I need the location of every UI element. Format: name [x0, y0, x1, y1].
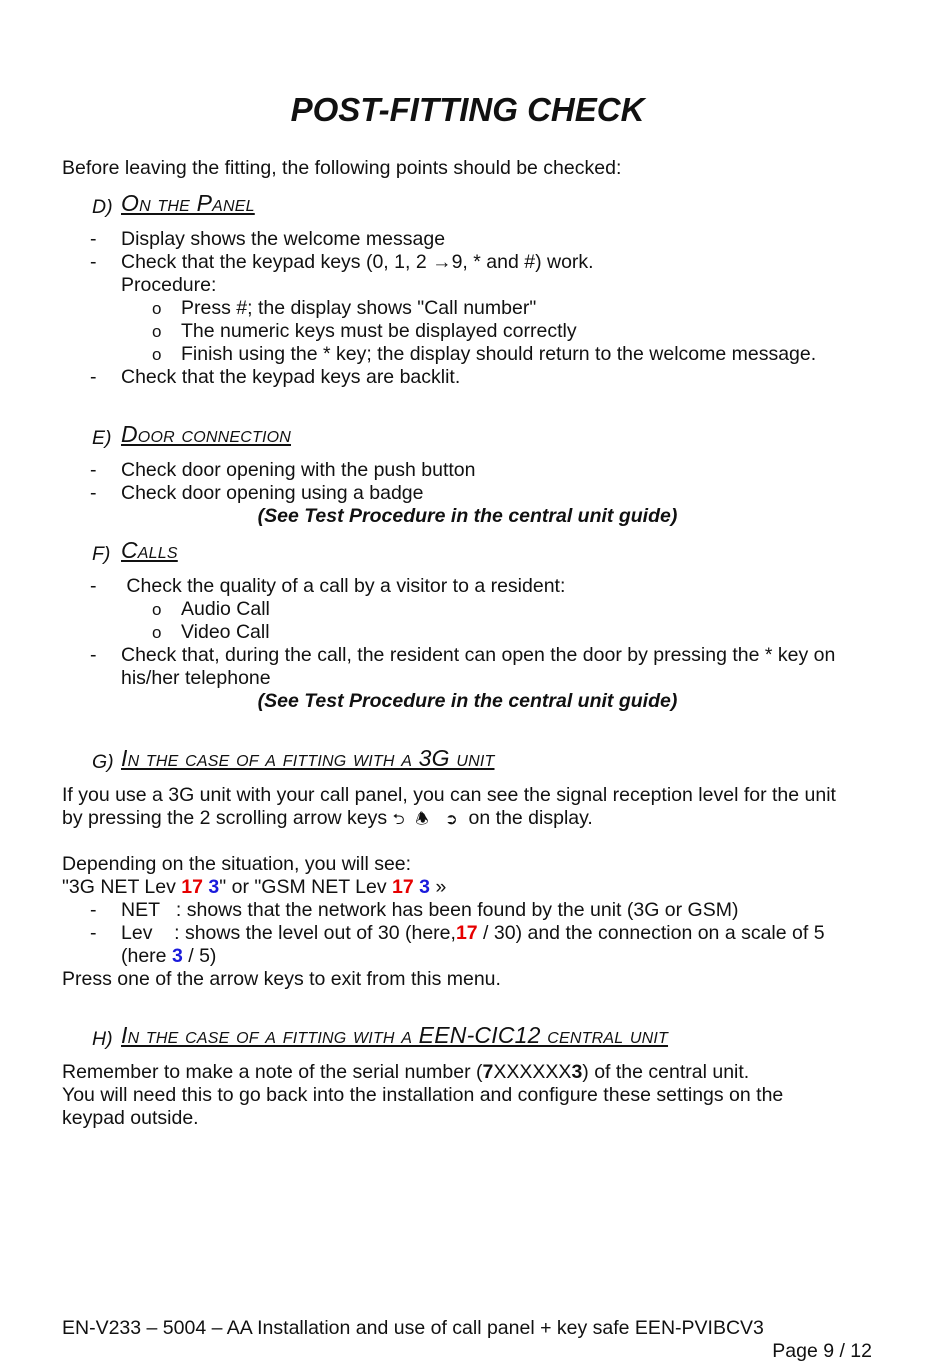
list-item: Check that the keypad keys (0, 1, 2 →9, * and #) work.	[121, 251, 594, 273]
list-item	[121, 922, 825, 945]
dash-icon: -	[90, 251, 97, 273]
serial-start: 7	[482, 1061, 494, 1083]
page-title: POST-FITTING CHECK	[290, 91, 645, 128]
text-span: ) of the central unit.	[582, 1061, 750, 1083]
paragraph-line: keypad outside.	[62, 1107, 199, 1129]
text-span: / 30) and the connection on a scale of 5	[477, 922, 825, 944]
list-item: Check door opening using a badge	[121, 482, 424, 504]
text-span: Remember to make a note of the serial number (	[62, 1061, 483, 1083]
section-g-letter: G)	[92, 751, 114, 773]
scale-value: 3	[171, 945, 183, 967]
text-span: (here	[121, 945, 172, 967]
level-value: 17	[455, 922, 478, 944]
dash-icon: -	[90, 482, 97, 504]
reference-note: (See Test Procedure in the central unit guide)	[257, 505, 678, 527]
dash-icon: -	[90, 366, 97, 388]
list-item: Procedure:	[121, 274, 217, 296]
net-level-example	[62, 876, 446, 899]
arrow-left-icon: ⮌	[392, 811, 405, 828]
paragraph-line: Depending on the situation, you will see:	[62, 853, 412, 875]
dash-icon: -	[90, 899, 97, 921]
text-span: Lev : shows the level out of 30 (here,	[121, 922, 456, 944]
serial-middle: XXXXXX	[493, 1061, 572, 1083]
text-span: " or "GSM NET Lev	[219, 876, 393, 898]
list-item: Check door opening with the push button	[121, 459, 476, 481]
list-item: Audio Call	[181, 598, 270, 620]
section-d-title: On the Panel	[121, 190, 255, 216]
serial-end: 3	[571, 1061, 583, 1083]
reference-note: (See Test Procedure in the central unit guide)	[257, 690, 678, 712]
bullet-icon: o	[152, 322, 162, 341]
text-span: »	[430, 876, 447, 898]
paragraph-line	[62, 807, 593, 831]
section-f-title: Calls	[121, 537, 178, 563]
list-item: Check the quality of a call by a visitor to a resident:	[121, 575, 566, 597]
dash-icon: -	[90, 644, 97, 666]
scale-value: 3	[208, 876, 220, 898]
level-value: 17	[181, 876, 203, 898]
list-item: Check that the keypad keys are backlit.	[121, 366, 461, 388]
bullet-icon: o	[152, 345, 162, 364]
intro-text: Before leaving the fitting, the following points should be checked:	[62, 157, 622, 179]
list-item: Check that, during the call, the resident can open the door by pressing the * key on	[121, 644, 836, 666]
paragraph-line: If you use a 3G unit with your call panel, you can see the signal reception level for the unit	[62, 784, 836, 806]
paragraph-text: on the display.	[468, 807, 593, 829]
section-h-letter: H)	[92, 1028, 113, 1050]
arrow-right-icon: ➲	[445, 811, 458, 828]
paragraph-line: Press one of the arrow keys to exit from this menu.	[62, 968, 501, 990]
level-value: 17	[392, 876, 414, 898]
dash-icon: -	[90, 922, 97, 944]
list-item: Video Call	[181, 621, 270, 643]
section-f-letter: F)	[92, 543, 111, 565]
section-e-title: Door connection	[121, 421, 291, 447]
list-item: Display shows the welcome message	[121, 228, 446, 250]
bullet-icon: o	[152, 299, 162, 318]
list-item: Finish using the * key; the display should return to the welcome message.	[181, 343, 817, 365]
dash-icon: -	[90, 575, 97, 597]
dash-icon: -	[90, 459, 97, 481]
list-item: his/her telephone	[121, 667, 271, 689]
scale-value: 3	[419, 876, 431, 898]
serial-number-line	[62, 1061, 749, 1084]
text-span: / 5)	[182, 945, 217, 967]
list-item	[121, 945, 216, 968]
list-item: NET : shows that the network has been found by the unit (3G or GSM)	[121, 899, 739, 921]
text-span: "3G NET Lev	[62, 876, 182, 898]
dash-icon: -	[90, 228, 97, 250]
bell-icon: 🕭	[415, 811, 429, 828]
list-item: The numeric keys must be displayed correctly	[181, 320, 577, 342]
bullet-icon: o	[152, 623, 162, 642]
list-item: Press #; the display shows "Call number"	[181, 297, 537, 319]
section-g-title: In the case of a fitting with a 3G unit	[121, 745, 495, 771]
bullet-icon: o	[152, 600, 162, 619]
footer-document-reference: EN-V233 – 5004 – AA Installation and use of call panel + key safe EEN-PVIBCV3	[62, 1317, 764, 1339]
paragraph-text: by pressing the 2 scrolling arrow keys	[62, 807, 388, 829]
section-h-title: In the case of a fitting with a EEN-CIC12 central unit	[121, 1022, 669, 1048]
page-number: Page 9 / 12	[772, 1340, 872, 1362]
section-e-letter: E)	[92, 427, 112, 449]
section-d-letter: D)	[92, 196, 113, 218]
paragraph-line: You will need this to go back into the installation and configure these settings on the	[62, 1084, 784, 1106]
